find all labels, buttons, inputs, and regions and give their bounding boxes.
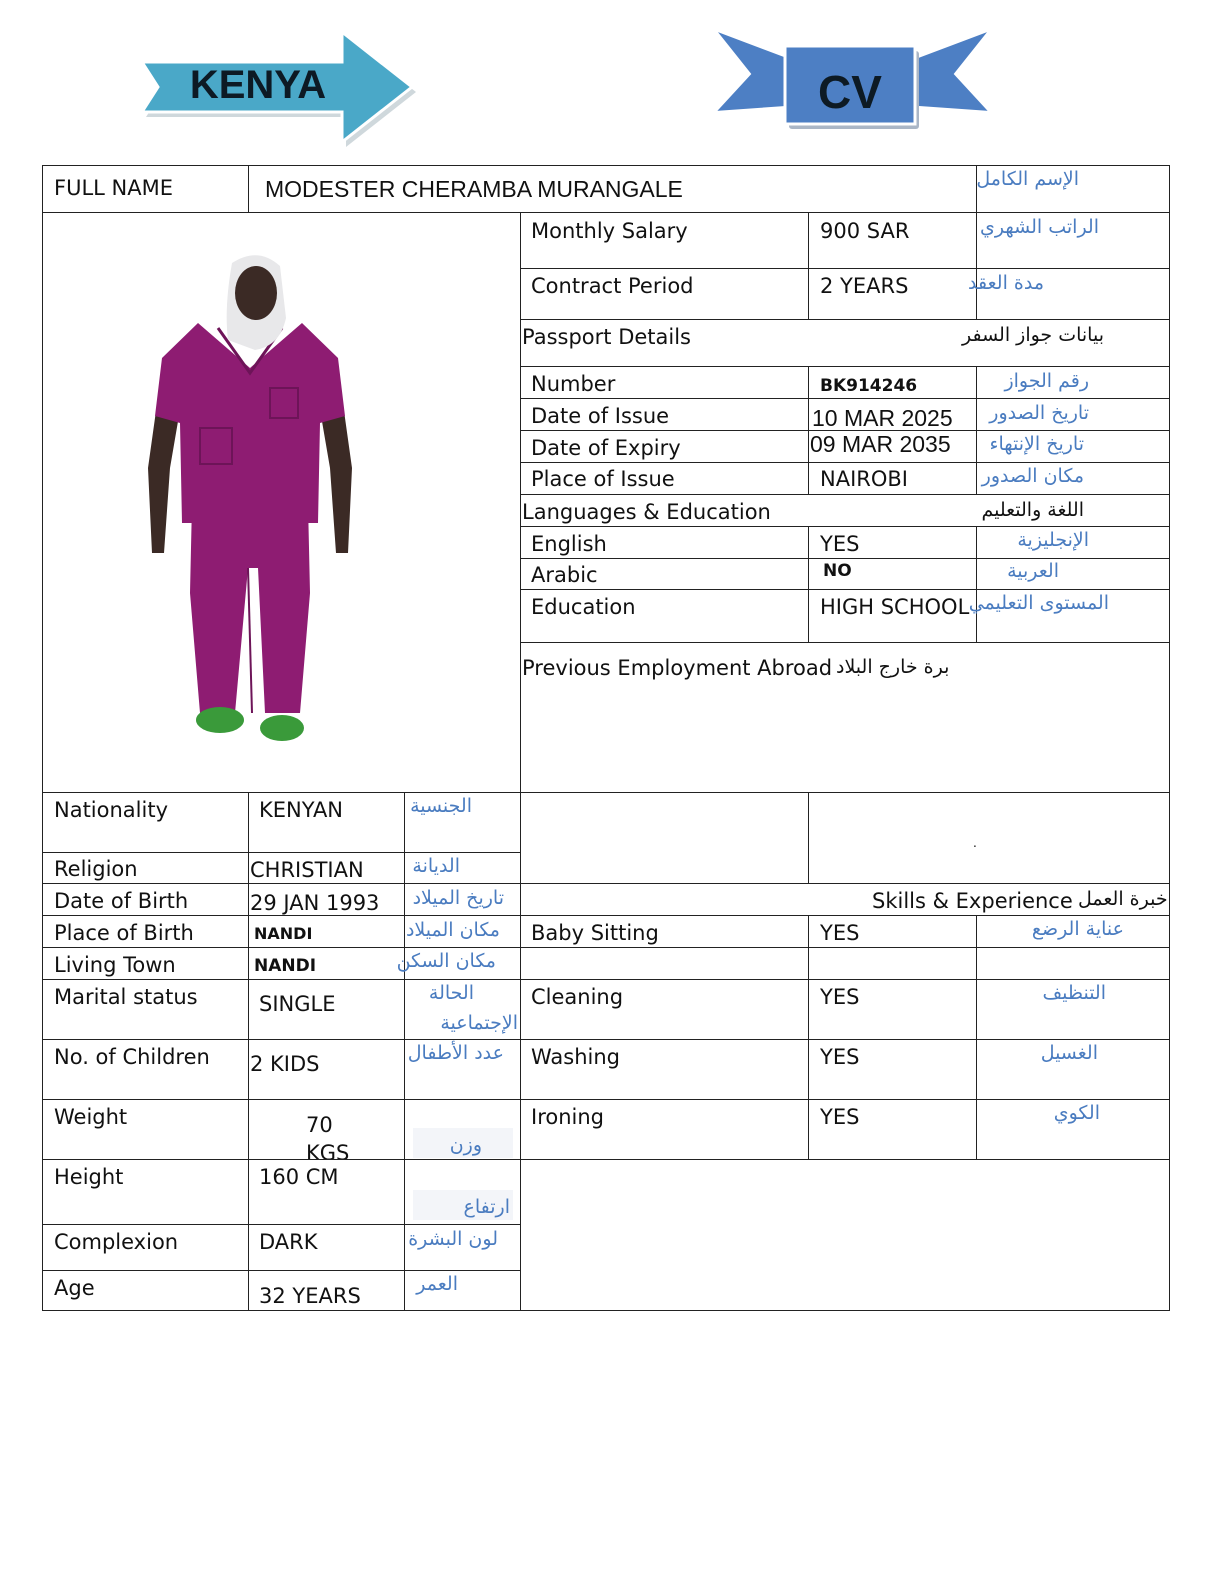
weight-label: Weight [54,1105,128,1129]
candidate-photo [140,248,365,753]
expiry-date-label: Date of Expiry [531,436,681,460]
religion-label-ar: الديانة [412,855,460,877]
issue-place-value: NAIROBI [820,467,908,491]
religion-value: CHRISTIAN [250,858,364,882]
issue-place-label-ar: مكان الصدور [981,465,1084,487]
cv-ribbon [705,22,1000,137]
issue-date-label-ar: تاريخ الصدور [989,402,1089,424]
passport-title: Passport Details [522,325,691,349]
ironing-label: Ironing [531,1105,604,1129]
skills-title-ar: خبرة العمل [1078,888,1168,910]
languages-title: Languages & Education [522,500,771,524]
salary-label-ar: الراتب الشهري [980,216,1099,238]
cleaning-label: Cleaning [531,985,624,1009]
nationality-label-ar: الجنسية [410,795,472,817]
weight-value-1: 70 [306,1113,333,1137]
arabic-label-ar: العربية [1007,560,1059,582]
height-value: 160 CM [259,1165,339,1189]
complexion-label-ar: لون البشرة [408,1228,498,1250]
previous-employment-label: Previous Employment Abroad [522,656,833,680]
nationality-label: Nationality [54,798,169,822]
weight-label-ar: وزن [449,1134,482,1156]
english-value: YES [820,532,860,556]
height-label-ar: ارتفاع [463,1196,510,1218]
pob-label: Place of Birth [54,921,194,945]
issue-place-label: Place of Issue [531,467,675,491]
ironing-value: YES [820,1105,860,1129]
expiry-date-label-ar: تاريخ الإنتهاء [989,433,1084,455]
children-value: 2 KIDS [250,1052,320,1076]
marital-label-ar-1: الحالة [428,982,474,1004]
kenya-banner-text: KENYA [189,63,327,107]
dob-value: 29 JAN 1993 [250,891,380,915]
dob-label-ar: تاريخ الميلاد [412,887,504,909]
dob-label: Date of Birth [54,889,189,913]
passport-number-label-ar: رقم الجواز [1004,370,1089,392]
education-value: HIGH SCHOOL [820,595,970,619]
languages-title-ar: اللغة والتعليم [981,499,1084,521]
cv-ribbon-text: CV [818,66,882,118]
nationality-value: KENYAN [259,798,344,822]
marital-label-ar-2: الإجتماعية [440,1012,518,1034]
pob-value: NANDI [254,924,313,943]
full-name-label: FULL NAME [54,176,173,200]
age-label: Age [54,1276,95,1300]
complexion-label: Complexion [54,1230,179,1254]
marital-value: SINGLE [259,992,336,1016]
passport-number-value: BK914246 [820,376,918,396]
full-name-label-ar: الإسم الكامل [976,168,1079,190]
pob-label-ar: مكان الميلاد [405,919,500,941]
arabic-label: Arabic [531,563,598,587]
washing-label-ar: الغسيل [1040,1042,1098,1064]
full-name-value: MODESTER CHERAMBA MURANGALE [265,176,683,202]
age-label-ar: العمر [416,1273,458,1295]
expiry-date-value: 09 MAR 2035 [810,431,951,457]
weight-value-2: KGS [306,1141,350,1159]
religion-label: Religion [54,857,138,881]
salary-value: 900 SAR [820,219,910,243]
previous-employment-label-ar: برة خارج البلاد [836,656,950,678]
marital-label: Marital status [54,985,198,1009]
contract-value: 2 YEARS [820,274,909,298]
baby-sitting-label: Baby Sitting [531,921,659,945]
arabic-value: NO [823,561,852,581]
issue-date-label: Date of Issue [531,404,670,428]
education-label-ar: المستوى التعليمي [968,592,1109,614]
complexion-value: DARK [259,1230,318,1254]
kenya-banner [120,20,430,155]
washing-label: Washing [531,1045,621,1069]
town-label: Living Town [54,953,176,977]
dot-mark: . [973,836,977,850]
baby-sitting-value: YES [820,921,860,945]
english-label: English [531,532,607,556]
washing-value: YES [820,1045,860,1069]
english-label-ar: الإنجليزية [1017,529,1089,551]
town-value: NANDI [254,956,317,976]
age-value: 32 YEARS [259,1284,361,1308]
cleaning-label-ar: التنظيف [1042,982,1106,1004]
education-label: Education [531,595,636,619]
contract-label: Contract Period [531,274,694,298]
children-label: No. of Children [54,1045,210,1069]
children-label-ar: عدد الأطفال [407,1042,504,1064]
passport-title-ar: بيانات جواز السفر [962,324,1104,346]
skills-title: Skills & Experience [872,889,1073,913]
ironing-label-ar: الكوي [1053,1102,1100,1124]
issue-date-value: 10 MAR 2025 [812,405,953,431]
contract-label-ar: مدة العقد [968,272,1044,294]
height-label: Height [54,1165,124,1189]
salary-label: Monthly Salary [531,219,688,243]
passport-number-label: Number [531,372,616,396]
baby-sitting-label-ar: عناية الرضع [1031,918,1124,940]
town-label-ar: مكان السكن [396,950,496,972]
cleaning-value: YES [820,985,860,1009]
